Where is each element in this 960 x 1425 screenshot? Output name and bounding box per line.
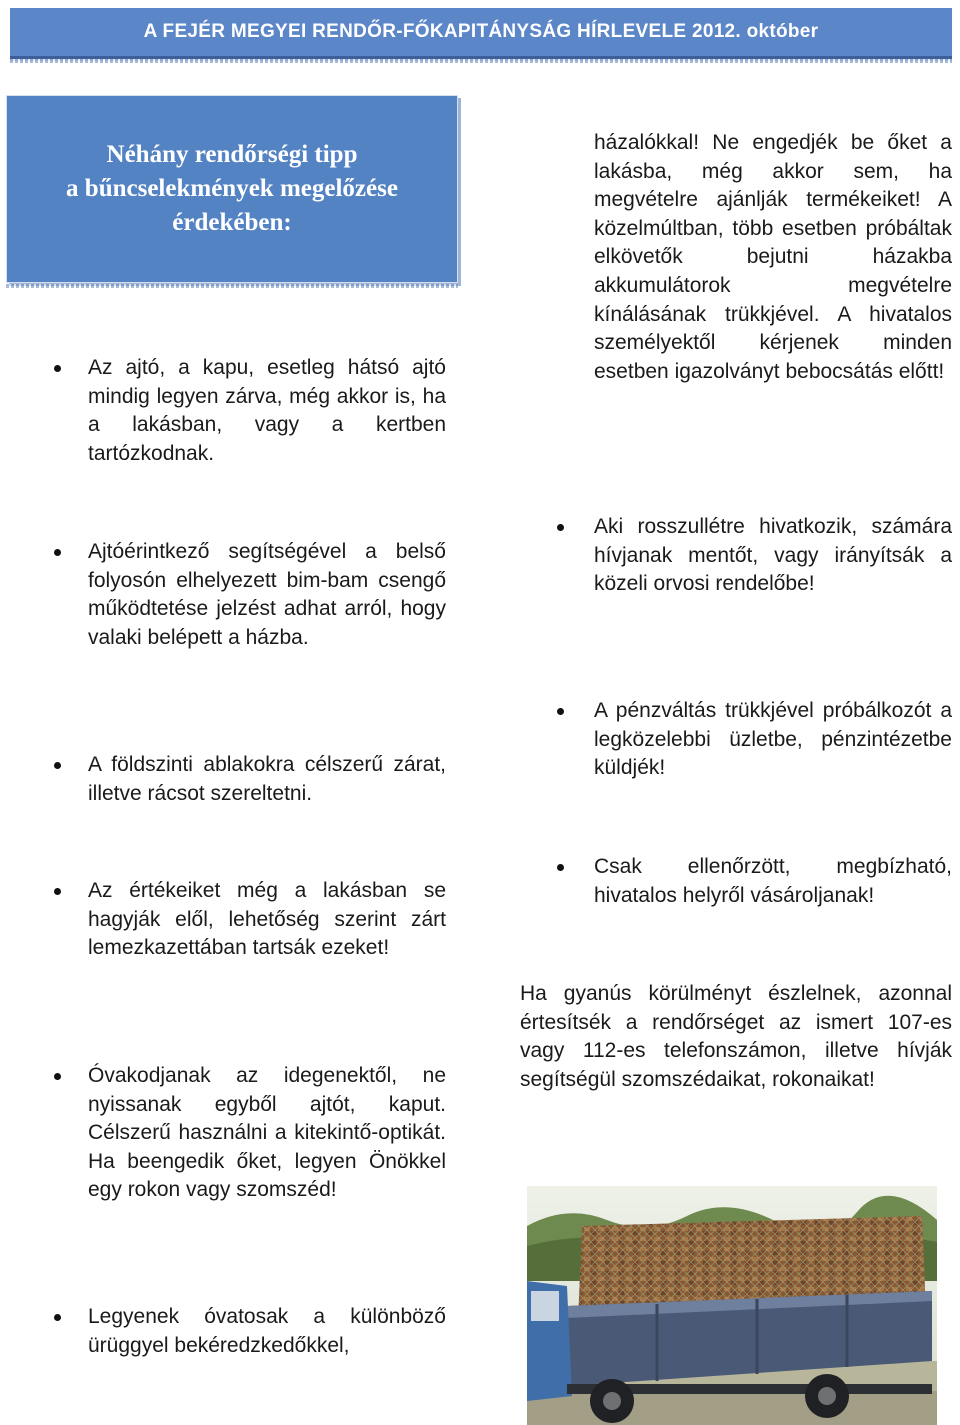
firewood-truck-illustration [527, 1186, 937, 1425]
tip-item: Óvakodjanak az idegenektől, ne nyissanak egyből ajtót, kaput. Célszerű használni a kitekintő-optikát. Ha beengedik őket, legyen Önökkel egy rokon vagy szomszéd! [88, 1064, 446, 1202]
bullet-dot [54, 762, 61, 769]
firewood-truck-photo [527, 1186, 937, 1425]
tips-heading-line: a bűncselekmények megelőzése [66, 175, 398, 202]
header-decorative-edge [10, 59, 952, 63]
tip-item: Aki rosszullétre hivatkozik, számára hívjanak mentőt, vagy irányítsák a közeli orvosi rendelőbe! [594, 515, 952, 596]
tip-item: Az ajtó, a kapu, esetleg hátsó ajtó mindig legyen zárva, még akkor is, ha a lakásban, vagy a kertben tartózkodnak. [88, 356, 446, 465]
tip-item: A földszinti ablakokra célszerű zárat, illetve rácsot szereltetni. [88, 753, 446, 805]
bullet-dot [54, 1073, 61, 1080]
tips-heading-box [6, 95, 458, 283]
bullet-dot [54, 1314, 61, 1321]
newsletter-title: A FEJÉR MEGYEI RENDŐR-FŐKAPITÁNYSÁG HÍRLEVELE 2012. október [143, 21, 819, 42]
tips-heading-line: Néhány rendőrségi tipp [106, 141, 358, 168]
bullet-dot [557, 708, 564, 715]
tip-item: A pénzváltás trükkjével próbálkozót a legközelebbi üzletbe, pénzintézetbe küldjék! [594, 699, 952, 780]
bullet-dot [54, 888, 61, 895]
tip-item: Ajtóérintkező segítségével a belső folyosón elhelyezett bim-bam csengő működtetése jelzést adhat arról, hogy valaki belépett a házba. [88, 540, 446, 649]
tip-item-continuation: házalókkal! Ne engedjék be őket a lakásba, még akkor sem, ha megvételre ajánlják termékeiket! A közelmúltban, több esetben próbáltak elkövetők bejutni házakba akkumulátorok megvételre kínálásának trükkjével. A hivatalos személyektől kérjenek minden esetben igazolványt bebocsátás előtt! [594, 131, 952, 383]
tips-box-decorative-edge [6, 284, 458, 288]
tip-item: Csak ellenőrzött, megbízható, hivatalos helyről vásároljanak! [594, 855, 952, 907]
bullet-dot [557, 524, 564, 531]
tip-item: Az értékeiket még a lakásban se hagyják elől, lehetőség szerint zárt lemezkazettában tartsák ezeket! [88, 879, 446, 960]
bullet-dot [557, 864, 564, 871]
newsletter-header [10, 8, 952, 59]
tips-heading-line: érdekében: [172, 209, 292, 236]
bullet-dot [54, 365, 61, 372]
closing-paragraph: Ha gyanús körülményt észlelnek, azonnal értesítsék a rendőrséget az ismert 107-es vagy 112-es telefonszámon, illetve hívják segítségül szomszédaikat, rokonaikat! [520, 982, 952, 1091]
bullet-dot [54, 549, 61, 556]
tip-item: Legyenek óvatosak a különböző ürüggyel bekéredzkedőkkel, [88, 1305, 446, 1357]
